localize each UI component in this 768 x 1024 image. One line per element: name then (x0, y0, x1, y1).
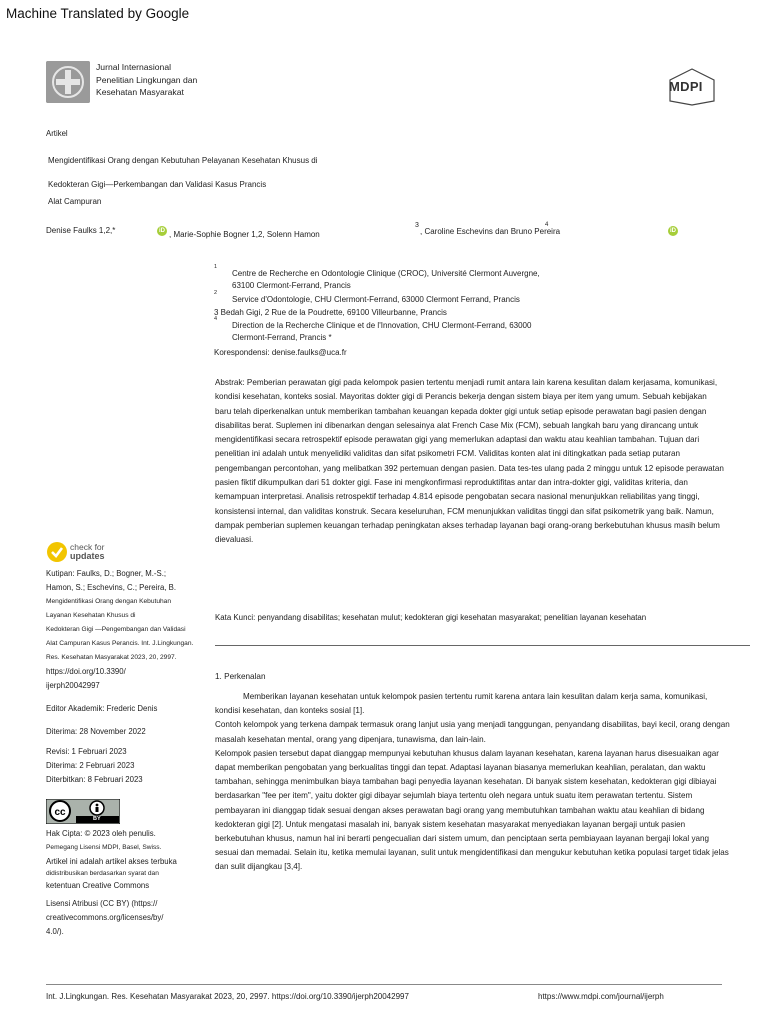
article-title-line: Alat Campuran (48, 197, 102, 206)
mdpi-logo (665, 68, 720, 106)
footer-citation[interactable]: Int. J.Lingkungan. Res. Kesehatan Masyarakat 2023, 20, 2997. https://doi.org/10.3390/ijerph20042997 (46, 992, 409, 1001)
doi-link[interactable]: ijerph20042997 (46, 681, 100, 690)
article-title-line: Mengidentifikasi Orang dengan Kebutuhan Pelayanan Kesehatan Khusus di (48, 156, 318, 165)
check-for-updates-icon (46, 541, 68, 563)
affiliation-line: 3 Bedah Gigi, 2 Rue de la Poudrette, 69100 Villeurbanne, Prancis (214, 308, 447, 317)
citation-line: Alat Campuran Kasus Perancis. Int. J.Lingkungan. (46, 640, 194, 647)
author-name: Denise Faulks 1,2,* (46, 226, 116, 235)
citation-line: Mengidentifikasi Orang dengan Kebutuhan (46, 598, 172, 605)
cc-by-icon (46, 799, 120, 824)
introduction-body (215, 690, 733, 875)
journal-name-line: Penelitian Lingkungan dan (96, 74, 198, 85)
affiliation-line: 63100 Clermont-Ferrand, Prancis (232, 280, 351, 290)
affiliation-line: Service d'Odontologie, CHU Clermont-Ferrand, 63000 Clermont Ferrand, Prancis (232, 295, 520, 304)
orcid-icon[interactable]: iD (670, 228, 676, 234)
affiliation (214, 314, 217, 327)
author-name: , Caroline Eschevins dan Bruno Pereira (420, 227, 561, 236)
copyright-block (46, 827, 206, 939)
affiliation-line: Direction de la Recherche Clinique et de l'Innovation, CHU Clermont-Ferrand, 63000 (232, 321, 532, 330)
translation-banner: Machine Translated by Google (6, 6, 190, 21)
publisher-name: MDPI (669, 79, 703, 94)
article-title-line: Kedokteran Gigi—Perkembangan dan Validasi Kasus Prancis (48, 180, 267, 189)
journal-name (96, 61, 197, 99)
footer-journal-link[interactable]: https://www.mdpi.com/journal/ijerph (538, 992, 664, 1001)
copyright-line: didistribusikan berdasarkan syarat dan (46, 870, 159, 877)
license-link[interactable]: creativecommons.org/licenses/by/ (46, 913, 164, 922)
orcid-icon[interactable]: iD (159, 228, 165, 234)
author-name: , Marie-Sophie Bogner 1,2, Solenn Hamon (169, 230, 320, 239)
copyright-line: Pemegang Lisensi MDPI, Basel, Swiss. (46, 844, 162, 851)
article-type: Artikel (46, 129, 68, 138)
correspondence: Korespondensi: denise.faulks@uca.fr (214, 348, 347, 357)
affiliation-text (232, 320, 531, 343)
abstract: Abstrak: Pemberian perawatan gigi pada kelompok pasien tertentu menjadi rumit antara lain karena kesulitan dalam kerjasama, komunikasi, kondisi kesehatan, konteks sosial. Mayoritas dokter gigi di Perancis bekerja dengan sistem biaya per item yang umum. Sebuah kebijakan baru telah diperkenalkan untuk memberikan tambahan keuangan kepada dokter gigi untuk setiap episode perawatan bagi pasien dengan disabilitas berat. Suplemen ini dibenarkan dengan selesainya alat French Case Mix (FCM), sebuah langkah baru yang dirancang untuk mengidentifikasi secara retrospektif episode perawatan gigi yang memerlukan adaptasi dan waktu atau keahlian tambahan. Tujuan dari penelitian ini adalah untuk menyelidiki validitas dan sifat psikometri FCM. Validitas konten alat ini ditingkatkan pada setiap putaran pengembangan percontohan, yang melibatkan 392 pertemuan dengan pasien. Data tes-tes ulang pada 2 minggu untuk 12 episode perawatan pasien fiktif dikumpulkan dari 51 dokter gigi. Fase ini mengkonfirmasi reproduktifitas antar dan intra-dokter gigi, validitas kriteria, dan kemampuan interpretasi. Analisis retrospektif terhadap 4.814 episode pengobatan secara nasional menunjukkan reliabilitas yang tinggi, konsistensi internal, dan validitas konstruk. Secara keseluruhan, FCM menunjukkan validitas tinggi dan sifat psikometrik yang baik. Namun, dampak pemberian suplemen keuangan terhadap peningkatan akses terhadap layanan bagi orang-orang berkebutuhan khusus masih belum dievaluasi. (215, 378, 724, 545)
date-published: Diterbitkan: 8 Februari 2023 (46, 775, 143, 784)
author-list (46, 222, 746, 246)
date-received: Diterima: 28 November 2022 (46, 727, 146, 736)
paragraph: Contoh kelompok yang terkena dampak termasuk orang lanjut usia yang menjadi tanggungan, penyandang disabilitas, bayi kecil, orang dengan masalah kesehatan mental, orang yang dipenjara, tunawisma, dan lain-lain. (215, 720, 730, 744)
cc-by-license-badge[interactable] (46, 799, 120, 824)
affiliation-text (232, 268, 540, 291)
section-heading: 1. Perkenalan (215, 672, 266, 681)
affiliation (214, 288, 217, 301)
footer-divider (46, 984, 722, 985)
dates-block (46, 725, 206, 787)
copyright-line: Hak Cipta: © 2023 oleh penulis. (46, 829, 156, 838)
affiliation-number: 2 (214, 290, 218, 296)
date-accepted: Diterima: 2 Februari 2023 (46, 761, 135, 770)
journal-name-line: Kesehatan Masyarakat (96, 87, 184, 97)
academic-editor: Editor Akademik: Frederic Denis (46, 704, 158, 713)
affiliation (214, 262, 217, 275)
copyright-line: Artikel ini adalah artikel akses terbuka (46, 857, 177, 866)
citation-line: Kutipan: Faulks, D.; Bogner, M.-S.; (46, 569, 167, 578)
citation-line: Res. Kesehatan Masyarakat 2023, 20, 2997. (46, 654, 177, 661)
doi-link[interactable]: https://doi.org/10.3390/ (46, 667, 126, 676)
citation-block (46, 567, 206, 693)
check-for-updates-badge[interactable] (46, 541, 136, 563)
affiliation-number: 4 (214, 316, 218, 322)
license-link[interactable]: 4.0/). (46, 927, 64, 936)
journal-name-line: Jurnal Internasional (96, 62, 172, 72)
journal-logo (46, 61, 90, 103)
check-label: updates (70, 551, 105, 561)
keywords: Kata Kunci: penyandang disabilitas; kesehatan mulut; kedokteran gigi kesehatan masyarakat; penelitian layanan kesehatan (215, 613, 647, 622)
affiliation-line: Centre de Recherche en Odontologie Clinique (CROC), Université Clermont Auvergne, (232, 269, 540, 278)
citation-line: Hamon, S.; Eschevins, C.; Pereira, B. (46, 583, 176, 592)
journal-logo-icon (46, 61, 90, 103)
cc-by-label: BY (93, 816, 101, 822)
copyright-line: ketentuan Creative Commons (46, 881, 150, 890)
author-affiliation-sup: 3 (415, 222, 419, 229)
license-link[interactable]: Lisensi Atribusi (CC BY) (https:// (46, 899, 158, 908)
affiliation-number: 1 (214, 264, 218, 270)
citation-line: Kedokteran Gigi —Pengembangan dan Validasi (46, 626, 186, 633)
affiliation-line: Clermont-Ferrand, Prancis * (232, 332, 332, 342)
paragraph: Memberikan layanan kesehatan untuk kelompok pasien tertentu rumit karena antara lain kesulitan dalam kerja sama, komunikasi, kondisi kesehatan, dan konteks sosial [1]. (215, 692, 708, 716)
paragraph: Kelompok pasien tersebut dapat dianggap mempunyai kebutuhan khusus dalam layanan kesehatan, karena layanan harus disesuaikan agar dapat memberikan pengobatan yang berkualitas tinggi dan tepat. Adaptasi layanan biasanya memerlukan keahlian, peralatan, dan waktu tambahan, sehingga menimbulkan biaya tambahan bagi penyedia layanan kesehatan. Di banyak sistem kesehatan, kedokteran gigi dibiayai berdasarkan "fee per item", yaitu dokter gigi dibayar sejumlah biaya tertentu oleh negara untuk suatu item perawatan tertentu. Sistem pembayaran ini dianggap tidak sesuai dengan akses perawatan bagi orang yang membutuhkan tambahan waktu atau keahlian di bidang kedokteran gigi [2]. Untuk mengatasi masalah ini, banyak sistem kesehatan masyarakat menyediakan layanan bergaji untuk pasien berkebutuhan khusus, namun hal ini berarti pengecualian dari sistem umum, dan penciptaan serta pembiayaan layanan bergaji lokal yang sesuai dan memadai. Selain itu, ketika memulai layanan, sulit untuk mengidentifikasi dan mengukur kebutuhan ketika populasi target tidak jelas dan sulit dijangkau [3,4]. (215, 748, 729, 872)
date-revised: Revisi: 1 Februari 2023 (46, 747, 127, 756)
svg-text:cc: cc (54, 807, 66, 818)
check-label: check for (70, 542, 105, 552)
divider (215, 645, 750, 646)
citation-line: Layanan Kesehatan Khusus di (46, 612, 136, 619)
author-affiliation-sup: 4 (545, 222, 549, 228)
